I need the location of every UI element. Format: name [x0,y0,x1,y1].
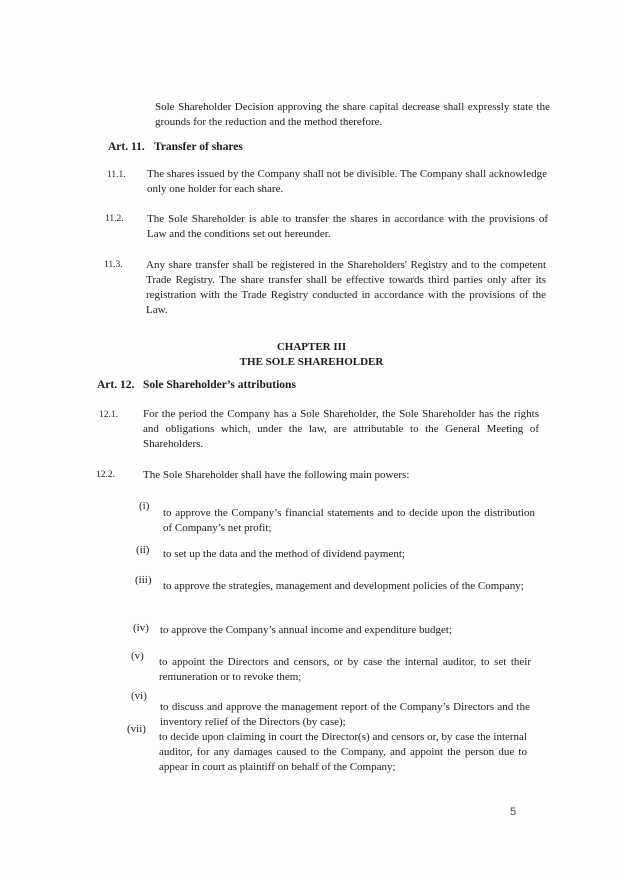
list-marker: (iv) [133,622,149,634]
article-11-heading [108,141,243,153]
article-11-number: Art. 11. [108,141,145,153]
clause-number: 11.1. [107,170,126,180]
list-marker: (v) [131,650,144,662]
clause-text: For the period the Company has a Sole Shareholder, the Sole Shareholder has the rights and obligations which, under the law, are attributable to the General Meeting of Shareholders. [143,408,539,450]
list-marker: (vi) [131,690,147,702]
article-12-heading [97,379,296,391]
list-item: to approve the Company’s financial statements and to decide upon the distribution of Company’s net profit; [163,507,535,534]
clause-text: Any share transfer shall be registered in the Shareholders' Registry and to the competent Trade Registry. The share transfer shall be effective towards third parties only after its registration with the Trade Registry conducted in accordance with the provisions of the Law. [146,259,546,316]
list-item: to discuss and approve the management report of the Company’s Directors and the inventory relief of the Directors (by case); [160,701,530,728]
list-marker: (i) [139,500,150,512]
article-12-number: Art. 12. [97,379,135,391]
list-marker: (vii) [127,723,146,735]
clause-number: 12.1. [99,410,118,420]
clause-text: The shares issued by the Company shall not be divisible. The Company shall acknowledge only one holder for each share. [147,168,547,195]
article-11-title: Transfer of shares [154,141,243,153]
list-item: to decide upon claiming in court the Director(s) and censors or, by case the internal auditor, for any damages caused to the Company, and appoint the person due to appear in court as plaintiff on behalf of the Company; [159,731,527,773]
intro-paragraph: Sole Shareholder Decision approving the share capital decrease shall expressly state the grounds for the reduction and the method therefore. [155,101,550,128]
clause-text: The Sole Shareholder shall have the following main powers: [143,469,410,481]
list-item: to approve the strategies, management and development policies of the Company; [163,580,524,592]
list-item: to appoint the Directors and censors, or by case the internal auditor, to set their remuneration or to revoke them; [159,656,531,683]
list-item: to approve the Company’s annual income and expenditure budget; [160,624,453,636]
article-12-title: Sole Shareholder’s attributions [143,379,296,391]
list-marker: (ii) [136,544,150,556]
clause-number: 11.3. [104,260,123,270]
clause-number: 12.2. [96,470,115,480]
clause-number: 11.2. [105,214,124,224]
clause-text: The Sole Shareholder is able to transfer the shares in accordance with the provisions of Law and the conditions set out hereunder. [147,213,548,240]
list-marker: (iii) [135,574,152,586]
chapter-title: THE SOLE SHAREHOLDER [239,356,384,368]
chapter-number: CHAPTER III [276,341,347,353]
page-number: 5 [510,806,517,818]
list-item: to set up the data and the method of dividend payment; [163,548,405,560]
